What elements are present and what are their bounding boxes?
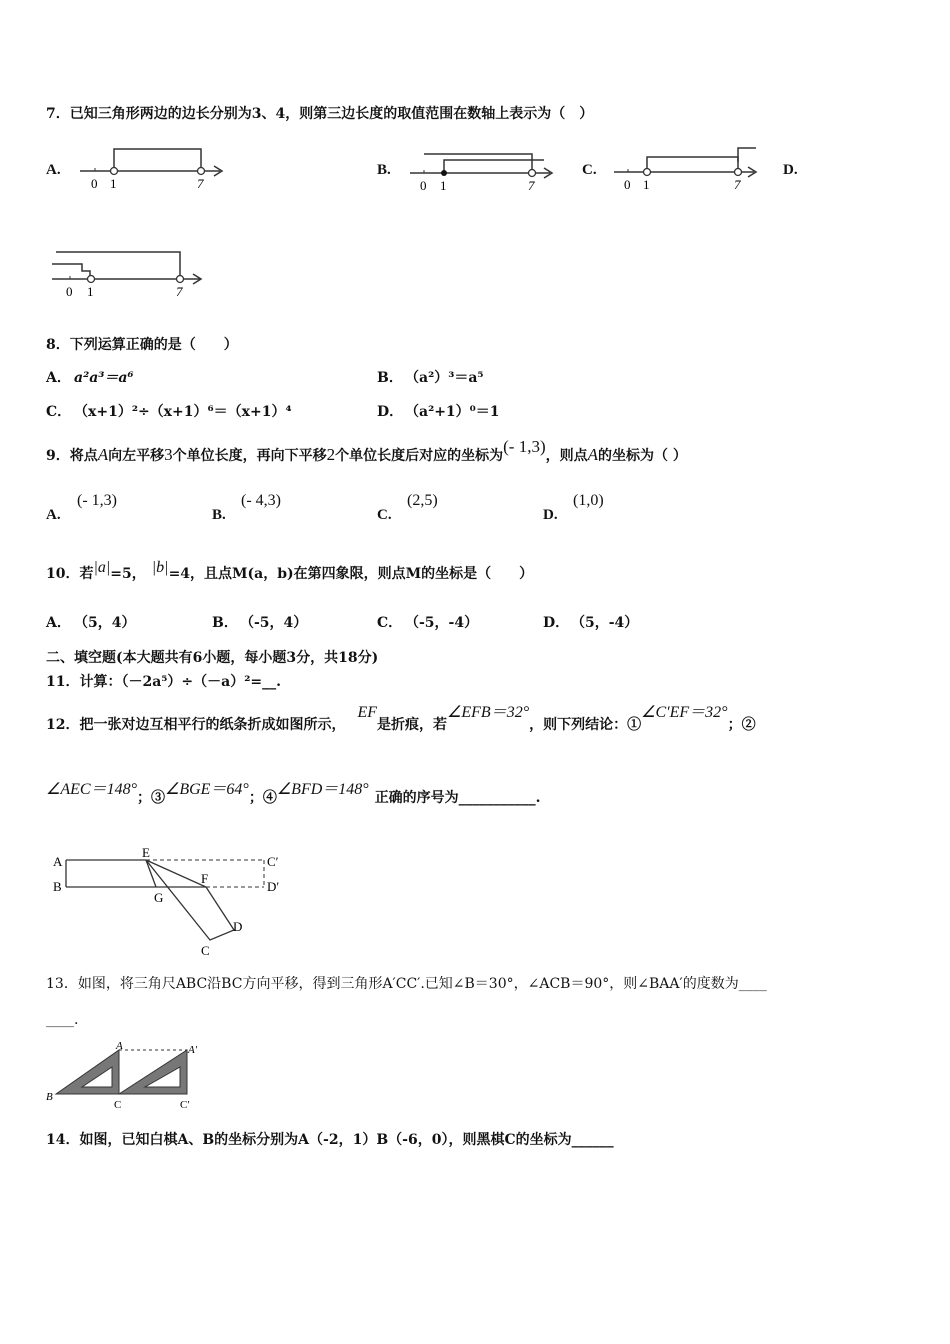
q8-option-c: （x+1）²÷（x+1）⁶＝（x+1）⁴: [74, 404, 292, 420]
q9-option-a-label: A.: [46, 507, 61, 523]
q13-triangle-ruler-figure: [44, 1040, 214, 1112]
svg-text:A′: A′: [188, 1044, 198, 1056]
q7-number-line-a: [80, 140, 230, 195]
q10-option-a: （5，4）: [74, 615, 136, 631]
q7-stem: 7．已知三角形两边的边长分别为3、4，则第三边长度的取值范围在数轴上表示为（ ）: [46, 106, 594, 122]
q9-option-c-label: C.: [377, 507, 392, 523]
svg-text:F: F: [201, 871, 209, 886]
q9-option-b: (- 4,3): [241, 492, 281, 509]
svg-text:C: C: [114, 1099, 122, 1111]
svg-text:D: D: [233, 919, 243, 934]
svg-text:B: B: [46, 1091, 53, 1103]
svg-text:C: C: [201, 943, 210, 958]
svg-text:G: G: [154, 890, 164, 905]
q9-option-a: (- 1,3): [77, 492, 117, 509]
q9-option-d-label: D.: [543, 507, 558, 523]
q10-option-b: （-5，4）: [240, 615, 308, 631]
q8-option-d: （a²+1）⁰＝1: [405, 404, 500, 420]
q10-option-d-label: D．: [543, 615, 570, 631]
svg-text:0: 0: [624, 177, 631, 192]
q7-option-b-label: B.: [377, 162, 391, 178]
svg-text:0: 0: [420, 178, 427, 193]
q7-option-c-label: C.: [582, 162, 597, 178]
tick-0: 0: [91, 176, 98, 191]
section-heading-fill-in: 二、填空题(本大题共有6小题，每小题3分，共18分): [46, 650, 379, 666]
q14-stem: 14．如图，已知白棋A、B的坐标分别为A（-2，1）B（-6，0），则黑棋C的坐标为______: [46, 1132, 614, 1148]
svg-text:D′: D′: [267, 879, 280, 894]
q10-option-a-label: A．: [46, 615, 71, 631]
q8-option-b-label: B．: [377, 370, 403, 386]
tick-7: 7: [197, 176, 204, 191]
q12-stem-line2: ∠AEC＝148°；③∠BGE＝64°；④∠BFD＝148° 正确的序号为___________.: [46, 781, 541, 806]
svg-text:E: E: [142, 845, 150, 860]
q7-number-line-c: [614, 140, 764, 195]
tick-1: 1: [110, 176, 117, 191]
svg-text:A: A: [53, 854, 63, 869]
svg-text:7: 7: [734, 177, 741, 192]
q9-option-c: (2,5): [407, 492, 438, 509]
q7-number-line-b: [410, 140, 560, 195]
svg-text:7: 7: [176, 284, 183, 299]
svg-text:B: B: [53, 879, 62, 894]
q11-stem: 11．计算：（－2a⁵）÷（－a）²=__.: [46, 674, 281, 690]
q8-stem: 8．下列运算正确的是（ ）: [46, 337, 238, 353]
q8-option-d-label: D．: [377, 404, 404, 420]
svg-text:1: 1: [87, 284, 94, 299]
svg-text:7: 7: [528, 178, 535, 193]
q12-folded-strip-figure: [46, 845, 296, 965]
q10-option-c: （-5，-4）: [405, 615, 479, 631]
q13-stem-line1: 13．如图，将三角尺ABC沿BC方向平移，得到三角形A′CC′.已知∠B＝30°，∠ACB＝90°，则∠BAA′的度数为____: [46, 976, 767, 992]
svg-text:A: A: [116, 1040, 123, 1052]
q13-stem-line2: ____.: [46, 1012, 79, 1028]
svg-text:1: 1: [643, 177, 650, 192]
q8-option-c-label: C．: [46, 404, 72, 420]
svg-text:0: 0: [66, 284, 73, 299]
q7-number-line-d: [52, 245, 212, 300]
svg-text:C′: C′: [267, 854, 279, 869]
q12-stem-line1: 12．把一张对边互相平行的纸条折成如图所示，EF是折痕，若∠EFB＝32°，则下列结论：①∠C′EF＝32°；②: [46, 704, 756, 733]
svg-text:1: 1: [440, 178, 447, 193]
q7-option-a-label: A.: [46, 162, 61, 178]
q9-option-d: (1,0): [573, 492, 604, 509]
q8-option-a: a²a³＝a⁶: [74, 370, 134, 386]
q10-stem: 10．若|a|=5， |b|=4，且点M(a，b)在第四象限，则点M的坐标是（ ）: [46, 559, 534, 582]
q10-option-d: （5，-4）: [571, 615, 639, 631]
q10-option-c-label: C．: [377, 615, 403, 631]
q9-option-b-label: B.: [212, 507, 226, 523]
q9-stem: 9．将点A向左平移3个单位长度，再向下平移2个单位长度后对应的坐标为(- 1,3)，则点A的坐标为（ ）: [46, 437, 687, 464]
q8-option-a-label: A．: [46, 370, 71, 386]
q8-option-b: （a²）³＝a⁵: [405, 370, 484, 386]
q10-option-b-label: B．: [212, 615, 238, 631]
svg-text:C′: C′: [180, 1099, 190, 1111]
q7-option-d-label: D.: [783, 162, 798, 178]
